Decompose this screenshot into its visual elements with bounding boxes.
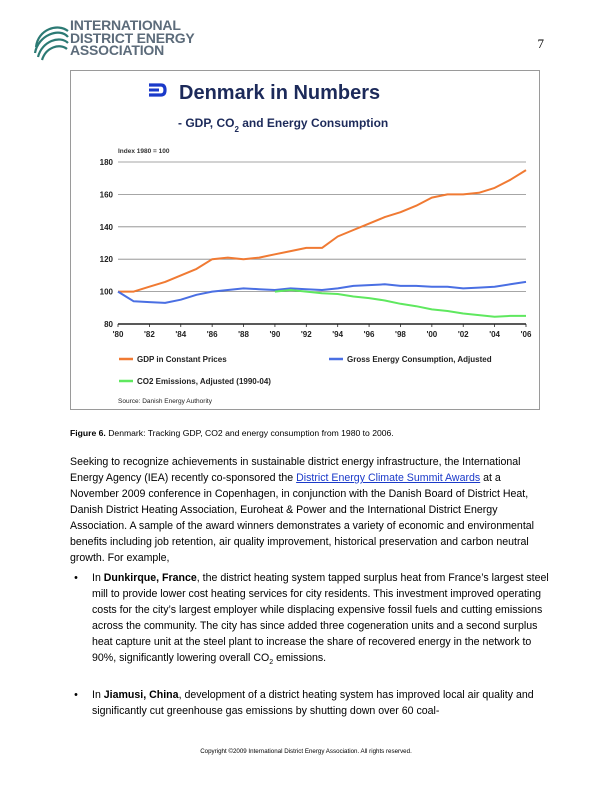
x-tick-label: '00 bbox=[426, 330, 438, 339]
x-tick-label: '88 bbox=[238, 330, 249, 339]
y-tick-label: 140 bbox=[99, 222, 113, 232]
index-note: Index 1980 = 100 bbox=[118, 148, 170, 155]
x-tick-label: '04 bbox=[489, 330, 501, 339]
y-tick-label: 100 bbox=[99, 287, 113, 297]
x-tick-label: '90 bbox=[269, 330, 281, 339]
legend-label: GDP in Constant Prices bbox=[137, 355, 227, 364]
x-tick-label: '84 bbox=[175, 330, 187, 339]
chart-svg bbox=[71, 71, 541, 411]
series-line bbox=[118, 170, 526, 292]
legend-label: Gross Energy Consumption, Adjusted bbox=[347, 355, 492, 364]
x-tick-label: '94 bbox=[332, 330, 344, 339]
figure-caption: Figure 6. Denmark: Tracking GDP, CO2 and energy consumption from 1980 to 2006. bbox=[70, 428, 394, 438]
copyright-footer: Copyright ©2009 International District Energy Association. All rights reserved. bbox=[200, 748, 412, 755]
organization-name: INTERNATIONAL DISTRICT ENERGY ASSOCIATION bbox=[70, 17, 195, 58]
page-number: 7 bbox=[537, 36, 544, 51]
x-tick-label: '92 bbox=[300, 330, 312, 339]
x-tick-label: '96 bbox=[363, 330, 375, 339]
y-tick-label: 80 bbox=[104, 320, 113, 329]
list-item-jiamusi: • In Jiamusi, China, development of a district heating system has improved local air quality and significantly cut greenhouse gas emissions by shutting down over 60 coal- bbox=[70, 687, 550, 719]
y-tick-label: 120 bbox=[99, 255, 113, 265]
awards-link[interactable]: District Energy Climate Summit Awards bbox=[296, 472, 481, 484]
series-line bbox=[275, 290, 526, 317]
chart-source: Source: Danish Energy Authority bbox=[118, 398, 212, 405]
x-tick-label: '82 bbox=[143, 330, 155, 339]
x-tick-label: '98 bbox=[395, 330, 406, 339]
body-paragraph: Seeking to recognize achievements in sustainable district energy infrastructure, the International Energy Agency (IEA) recently co-sponsored the District Energy Climate Summit Awards at a November 2009 conference in Copenhagen, in conjunction with the Danish Board of District Heat, Danish District Heating Association, Euroheat & Power and the International District Energy Association. A sample of the award winners demonstrates a variety of economic and environmental benefits including job retention, air quality improvement, historical preservation and carbon neutral growth. For example, bbox=[70, 456, 535, 564]
example-list bbox=[70, 570, 550, 735]
legend-label: CO2 Emissions, Adjusted (1990-04) bbox=[137, 377, 271, 386]
y-tick-label: 160 bbox=[99, 190, 113, 200]
list-item-dunkirque: • In Dunkirque, France, the district heating system tapped surplus heat from France’s largest steel mill to provide lower cost heating services for city residents. This investment improved operating costs for the city’s largest employer while displacing expensive fossil fuels and cutting emissions across the community. The city has since added three cogeneration units and a second surplus heat capture unit at the steel plant to increase the share of recovered energy in the network to 90%, significantly lowering overall $CO_2$ emissions. bbox=[70, 570, 550, 671]
x-tick-label: '80 bbox=[112, 330, 124, 339]
figure-chart bbox=[70, 70, 540, 410]
bullet-dot-icon: • bbox=[74, 572, 78, 584]
x-tick-label: '02 bbox=[457, 330, 469, 339]
x-tick-label: '86 bbox=[206, 330, 218, 339]
chart-subtitle: - GDP, $CO_2$ and Energy Consumption bbox=[178, 116, 389, 134]
y-tick-label: 180 bbox=[99, 158, 113, 167]
bullet-dot-icon: • bbox=[74, 689, 78, 702]
x-tick-label: '06 bbox=[520, 330, 532, 339]
chart-title: Denmark in Numbers bbox=[179, 82, 381, 104]
